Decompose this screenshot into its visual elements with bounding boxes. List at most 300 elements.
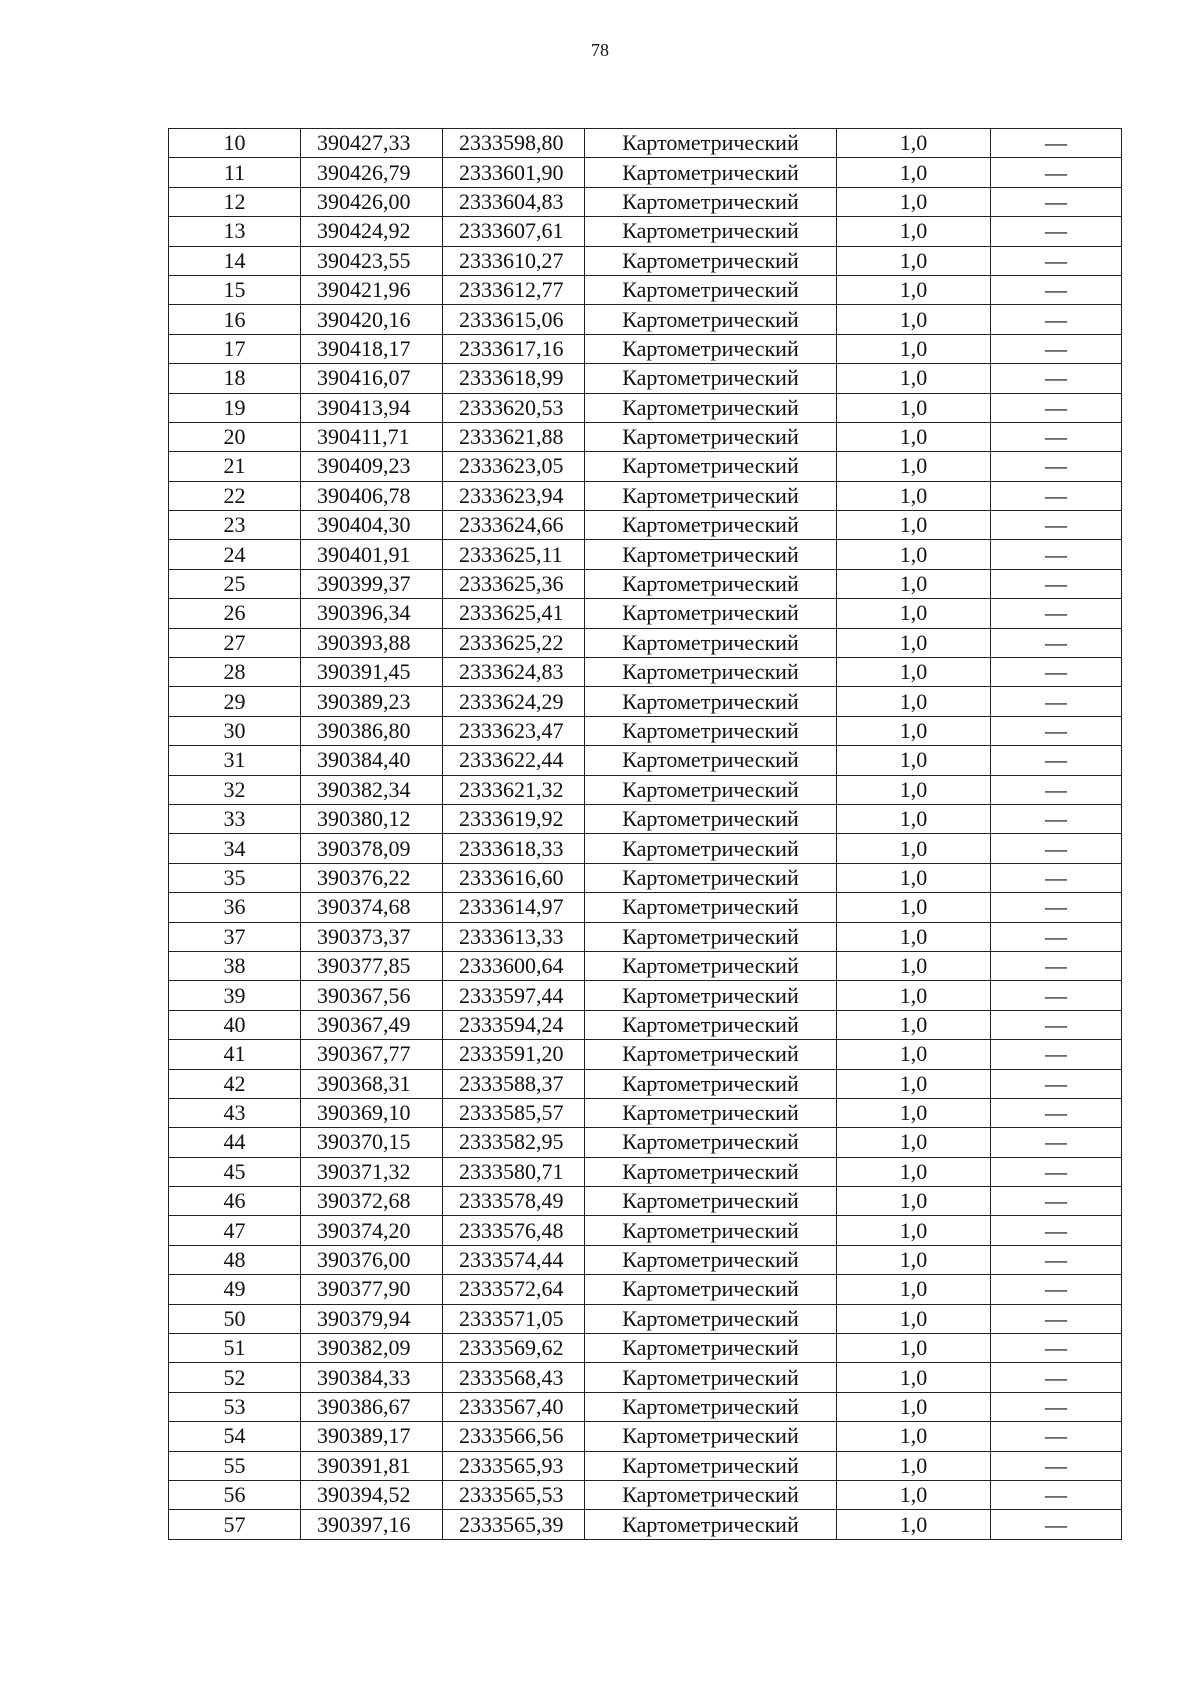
note-cell: — [991,452,1122,481]
y-coordinate-cell: 2333614,97 [443,893,585,922]
note-cell: — [991,187,1122,216]
point-number-cell: 41 [169,1040,301,1069]
y-coordinate-cell: 2333613,33 [443,922,585,951]
accuracy-cell: 1,0 [837,922,991,951]
method-cell: Картометрический [585,1098,837,1127]
note-cell: — [991,1510,1122,1539]
x-coordinate-cell: 390367,49 [301,1010,443,1039]
accuracy-cell: 1,0 [837,158,991,187]
method-cell: Картометрический [585,1451,837,1480]
note-cell: — [991,393,1122,422]
point-number-cell: 39 [169,981,301,1010]
point-number-cell: 52 [169,1363,301,1392]
method-cell: Картометрический [585,1040,837,1069]
accuracy-cell: 1,0 [837,1510,991,1539]
x-coordinate-cell: 390378,09 [301,834,443,863]
y-coordinate-cell: 2333597,44 [443,981,585,1010]
accuracy-cell: 1,0 [837,1392,991,1421]
table-row [169,775,1122,804]
method-cell: Картометрический [585,746,837,775]
table-row [169,804,1122,833]
point-number-cell: 16 [169,305,301,334]
point-number-cell: 48 [169,1245,301,1274]
note-cell: — [991,275,1122,304]
note-cell: — [991,599,1122,628]
accuracy-cell: 1,0 [837,893,991,922]
point-number-cell: 30 [169,716,301,745]
y-coordinate-cell: 2333582,95 [443,1128,585,1157]
table-row [169,1187,1122,1216]
point-number-cell: 20 [169,422,301,451]
y-coordinate-cell: 2333574,44 [443,1245,585,1274]
x-coordinate-cell: 390382,09 [301,1334,443,1363]
method-cell: Картометрический [585,187,837,216]
accuracy-cell: 1,0 [837,481,991,510]
x-coordinate-cell: 390369,10 [301,1098,443,1127]
x-coordinate-cell: 390401,91 [301,540,443,569]
point-number-cell: 26 [169,599,301,628]
method-cell: Картометрический [585,834,837,863]
method-cell: Картометрический [585,275,837,304]
note-cell: — [991,305,1122,334]
table-row [169,1040,1122,1069]
point-number-cell: 24 [169,540,301,569]
method-cell: Картометрический [585,716,837,745]
x-coordinate-cell: 390427,33 [301,129,443,158]
method-cell: Картометрический [585,628,837,657]
accuracy-cell: 1,0 [837,569,991,598]
table-row [169,1157,1122,1186]
note-cell: — [991,481,1122,510]
note-cell: — [991,1128,1122,1157]
y-coordinate-cell: 2333625,22 [443,628,585,657]
y-coordinate-cell: 2333625,41 [443,599,585,628]
accuracy-cell: 1,0 [837,364,991,393]
x-coordinate-cell: 390386,67 [301,1392,443,1421]
table-row [169,1098,1122,1127]
table-row [169,1510,1122,1539]
accuracy-cell: 1,0 [837,1422,991,1451]
point-number-cell: 54 [169,1422,301,1451]
point-number-cell: 43 [169,1098,301,1127]
y-coordinate-cell: 2333618,33 [443,834,585,863]
y-coordinate-cell: 2333624,83 [443,658,585,687]
note-cell: — [991,1363,1122,1392]
note-cell: — [991,158,1122,187]
note-cell: — [991,511,1122,540]
table-row [169,1245,1122,1274]
accuracy-cell: 1,0 [837,422,991,451]
note-cell: — [991,628,1122,657]
accuracy-cell: 1,0 [837,775,991,804]
accuracy-cell: 1,0 [837,599,991,628]
x-coordinate-cell: 390367,56 [301,981,443,1010]
x-coordinate-cell: 390411,71 [301,422,443,451]
table-row [169,981,1122,1010]
x-coordinate-cell: 390382,34 [301,775,443,804]
accuracy-cell: 1,0 [837,217,991,246]
point-number-cell: 53 [169,1392,301,1421]
note-cell: — [991,246,1122,275]
y-coordinate-cell: 2333610,27 [443,246,585,275]
accuracy-cell: 1,0 [837,246,991,275]
accuracy-cell: 1,0 [837,1157,991,1186]
note-cell: — [991,893,1122,922]
note-cell: — [991,1392,1122,1421]
table-row [169,1480,1122,1509]
x-coordinate-cell: 390377,90 [301,1275,443,1304]
note-cell: — [991,1275,1122,1304]
accuracy-cell: 1,0 [837,1304,991,1333]
method-cell: Картометрический [585,364,837,393]
table-row [169,834,1122,863]
point-number-cell: 32 [169,775,301,804]
point-number-cell: 11 [169,158,301,187]
table-row [169,569,1122,598]
y-coordinate-cell: 2333569,62 [443,1334,585,1363]
table-row [169,1451,1122,1480]
x-coordinate-cell: 390423,55 [301,246,443,275]
accuracy-cell: 1,0 [837,393,991,422]
x-coordinate-cell: 390424,92 [301,217,443,246]
x-coordinate-cell: 390377,85 [301,951,443,980]
note-cell: — [991,364,1122,393]
note-cell: — [991,334,1122,363]
note-cell: — [991,804,1122,833]
accuracy-cell: 1,0 [837,628,991,657]
x-coordinate-cell: 390384,40 [301,746,443,775]
table-row [169,364,1122,393]
y-coordinate-cell: 2333622,44 [443,746,585,775]
point-number-cell: 37 [169,922,301,951]
point-number-cell: 21 [169,452,301,481]
accuracy-cell: 1,0 [837,305,991,334]
method-cell: Картометрический [585,1216,837,1245]
note-cell: — [991,922,1122,951]
accuracy-cell: 1,0 [837,1334,991,1363]
y-coordinate-cell: 2333624,29 [443,687,585,716]
table-row [169,1275,1122,1304]
accuracy-cell: 1,0 [837,1040,991,1069]
method-cell: Картометрический [585,599,837,628]
accuracy-cell: 1,0 [837,187,991,216]
table-row [169,305,1122,334]
method-cell: Картометрический [585,1392,837,1421]
note-cell: — [991,422,1122,451]
point-number-cell: 38 [169,951,301,980]
point-number-cell: 27 [169,628,301,657]
x-coordinate-cell: 390416,07 [301,364,443,393]
y-coordinate-cell: 2333578,49 [443,1187,585,1216]
method-cell: Картометрический [585,540,837,569]
point-number-cell: 49 [169,1275,301,1304]
x-coordinate-cell: 390379,94 [301,1304,443,1333]
point-number-cell: 31 [169,746,301,775]
method-cell: Картометрический [585,951,837,980]
x-coordinate-cell: 390389,23 [301,687,443,716]
point-number-cell: 40 [169,1010,301,1039]
accuracy-cell: 1,0 [837,1010,991,1039]
table-row [169,334,1122,363]
method-cell: Картометрический [585,1422,837,1451]
point-number-cell: 13 [169,217,301,246]
table-row [169,658,1122,687]
accuracy-cell: 1,0 [837,1187,991,1216]
point-number-cell: 42 [169,1069,301,1098]
y-coordinate-cell: 2333607,61 [443,217,585,246]
y-coordinate-cell: 2333588,37 [443,1069,585,1098]
y-coordinate-cell: 2333585,57 [443,1098,585,1127]
accuracy-cell: 1,0 [837,1275,991,1304]
accuracy-cell: 1,0 [837,658,991,687]
table-row [169,275,1122,304]
y-coordinate-cell: 2333571,05 [443,1304,585,1333]
accuracy-cell: 1,0 [837,687,991,716]
point-number-cell: 57 [169,1510,301,1539]
note-cell: — [991,1010,1122,1039]
table-row [169,1363,1122,1392]
table-row [169,452,1122,481]
x-coordinate-cell: 390391,81 [301,1451,443,1480]
point-number-cell: 22 [169,481,301,510]
x-coordinate-cell: 390389,17 [301,1422,443,1451]
point-number-cell: 34 [169,834,301,863]
x-coordinate-cell: 390420,16 [301,305,443,334]
method-cell: Картометрический [585,422,837,451]
method-cell: Картометрический [585,775,837,804]
note-cell: — [991,1187,1122,1216]
method-cell: Картометрический [585,1187,837,1216]
method-cell: Картометрический [585,922,837,951]
table-row [169,599,1122,628]
table-row [169,1069,1122,1098]
y-coordinate-cell: 2333623,94 [443,481,585,510]
accuracy-cell: 1,0 [837,1128,991,1157]
method-cell: Картометрический [585,1334,837,1363]
table-row [169,746,1122,775]
point-number-cell: 17 [169,334,301,363]
point-number-cell: 23 [169,511,301,540]
method-cell: Картометрический [585,1128,837,1157]
x-coordinate-cell: 390386,80 [301,716,443,745]
y-coordinate-cell: 2333568,43 [443,1363,585,1392]
method-cell: Картометрический [585,452,837,481]
accuracy-cell: 1,0 [837,716,991,745]
x-coordinate-cell: 390374,68 [301,893,443,922]
y-coordinate-cell: 2333615,06 [443,305,585,334]
method-cell: Картометрический [585,1510,837,1539]
coordinates-table [168,128,1122,1540]
table-row [169,863,1122,892]
method-cell: Картометрический [585,981,837,1010]
table-row [169,893,1122,922]
note-cell: — [991,1245,1122,1274]
x-coordinate-cell: 390418,17 [301,334,443,363]
table-row [169,628,1122,657]
method-cell: Картометрический [585,129,837,158]
point-number-cell: 29 [169,687,301,716]
note-cell: — [991,863,1122,892]
y-coordinate-cell: 2333601,90 [443,158,585,187]
y-coordinate-cell: 2333572,64 [443,1275,585,1304]
x-coordinate-cell: 390426,00 [301,187,443,216]
table-row [169,481,1122,510]
x-coordinate-cell: 390376,22 [301,863,443,892]
accuracy-cell: 1,0 [837,804,991,833]
point-number-cell: 14 [169,246,301,275]
accuracy-cell: 1,0 [837,746,991,775]
note-cell: — [991,1304,1122,1333]
method-cell: Картометрический [585,863,837,892]
accuracy-cell: 1,0 [837,452,991,481]
note-cell: — [991,716,1122,745]
point-number-cell: 36 [169,893,301,922]
method-cell: Картометрический [585,1245,837,1274]
table-row [169,187,1122,216]
note-cell: — [991,951,1122,980]
accuracy-cell: 1,0 [837,511,991,540]
point-number-cell: 56 [169,1480,301,1509]
x-coordinate-cell: 390371,32 [301,1157,443,1186]
table-row [169,393,1122,422]
y-coordinate-cell: 2333625,36 [443,569,585,598]
note-cell: — [991,569,1122,598]
method-cell: Картометрический [585,511,837,540]
point-number-cell: 18 [169,364,301,393]
x-coordinate-cell: 390380,12 [301,804,443,833]
table-row [169,951,1122,980]
y-coordinate-cell: 2333580,71 [443,1157,585,1186]
point-number-cell: 35 [169,863,301,892]
point-number-cell: 33 [169,804,301,833]
y-coordinate-cell: 2333598,80 [443,129,585,158]
y-coordinate-cell: 2333625,11 [443,540,585,569]
method-cell: Картометрический [585,687,837,716]
accuracy-cell: 1,0 [837,129,991,158]
point-number-cell: 46 [169,1187,301,1216]
accuracy-cell: 1,0 [837,1451,991,1480]
point-number-cell: 50 [169,1304,301,1333]
note-cell: — [991,217,1122,246]
x-coordinate-cell: 390396,34 [301,599,443,628]
note-cell: — [991,1069,1122,1098]
method-cell: Картометрический [585,569,837,598]
accuracy-cell: 1,0 [837,1363,991,1392]
note-cell: — [991,687,1122,716]
note-cell: — [991,1451,1122,1480]
x-coordinate-cell: 390372,68 [301,1187,443,1216]
table-row [169,1010,1122,1039]
note-cell: — [991,1422,1122,1451]
x-coordinate-cell: 390426,79 [301,158,443,187]
point-number-cell: 10 [169,129,301,158]
accuracy-cell: 1,0 [837,1245,991,1274]
accuracy-cell: 1,0 [837,1216,991,1245]
table-row [169,687,1122,716]
method-cell: Картометрический [585,1304,837,1333]
x-coordinate-cell: 390368,31 [301,1069,443,1098]
note-cell: — [991,775,1122,804]
note-cell: — [991,981,1122,1010]
table-row [169,129,1122,158]
point-number-cell: 55 [169,1451,301,1480]
table-row [169,1304,1122,1333]
table-row [169,540,1122,569]
point-number-cell: 19 [169,393,301,422]
note-cell: — [991,746,1122,775]
page-number: 78 [591,40,609,60]
accuracy-cell: 1,0 [837,275,991,304]
y-coordinate-cell: 2333616,60 [443,863,585,892]
note-cell: — [991,1040,1122,1069]
x-coordinate-cell: 390384,33 [301,1363,443,1392]
note-cell: — [991,1157,1122,1186]
note-cell: — [991,834,1122,863]
y-coordinate-cell: 2333565,39 [443,1510,585,1539]
y-coordinate-cell: 2333617,16 [443,334,585,363]
table-row [169,511,1122,540]
method-cell: Картометрический [585,246,837,275]
method-cell: Картометрический [585,334,837,363]
y-coordinate-cell: 2333594,24 [443,1010,585,1039]
y-coordinate-cell: 2333566,56 [443,1422,585,1451]
y-coordinate-cell: 2333623,05 [443,452,585,481]
table-row [169,922,1122,951]
x-coordinate-cell: 390409,23 [301,452,443,481]
note-cell: — [991,1216,1122,1245]
note-cell: — [991,1098,1122,1127]
accuracy-cell: 1,0 [837,334,991,363]
point-number-cell: 28 [169,658,301,687]
x-coordinate-cell: 390393,88 [301,628,443,657]
method-cell: Картометрический [585,893,837,922]
y-coordinate-cell: 2333567,40 [443,1392,585,1421]
table-row [169,1334,1122,1363]
method-cell: Картометрический [585,1480,837,1509]
note-cell: — [991,540,1122,569]
y-coordinate-cell: 2333621,32 [443,775,585,804]
table-row [169,158,1122,187]
y-coordinate-cell: 2333618,99 [443,364,585,393]
y-coordinate-cell: 2333619,92 [443,804,585,833]
method-cell: Картометрический [585,1275,837,1304]
x-coordinate-cell: 390373,37 [301,922,443,951]
table-row [169,246,1122,275]
accuracy-cell: 1,0 [837,540,991,569]
x-coordinate-cell: 390406,78 [301,481,443,510]
accuracy-cell: 1,0 [837,863,991,892]
x-coordinate-cell: 390370,15 [301,1128,443,1157]
accuracy-cell: 1,0 [837,1069,991,1098]
x-coordinate-cell: 390399,37 [301,569,443,598]
table-row [169,1216,1122,1245]
x-coordinate-cell: 390404,30 [301,511,443,540]
point-number-cell: 15 [169,275,301,304]
point-number-cell: 44 [169,1128,301,1157]
y-coordinate-cell: 2333604,83 [443,187,585,216]
method-cell: Картометрический [585,1157,837,1186]
method-cell: Картометрический [585,217,837,246]
point-number-cell: 47 [169,1216,301,1245]
method-cell: Картометрический [585,1069,837,1098]
table-body [169,129,1122,1540]
x-coordinate-cell: 390376,00 [301,1245,443,1274]
y-coordinate-cell: 2333620,53 [443,393,585,422]
point-number-cell: 25 [169,569,301,598]
y-coordinate-cell: 2333612,77 [443,275,585,304]
method-cell: Картометрический [585,1010,837,1039]
table-row [169,217,1122,246]
